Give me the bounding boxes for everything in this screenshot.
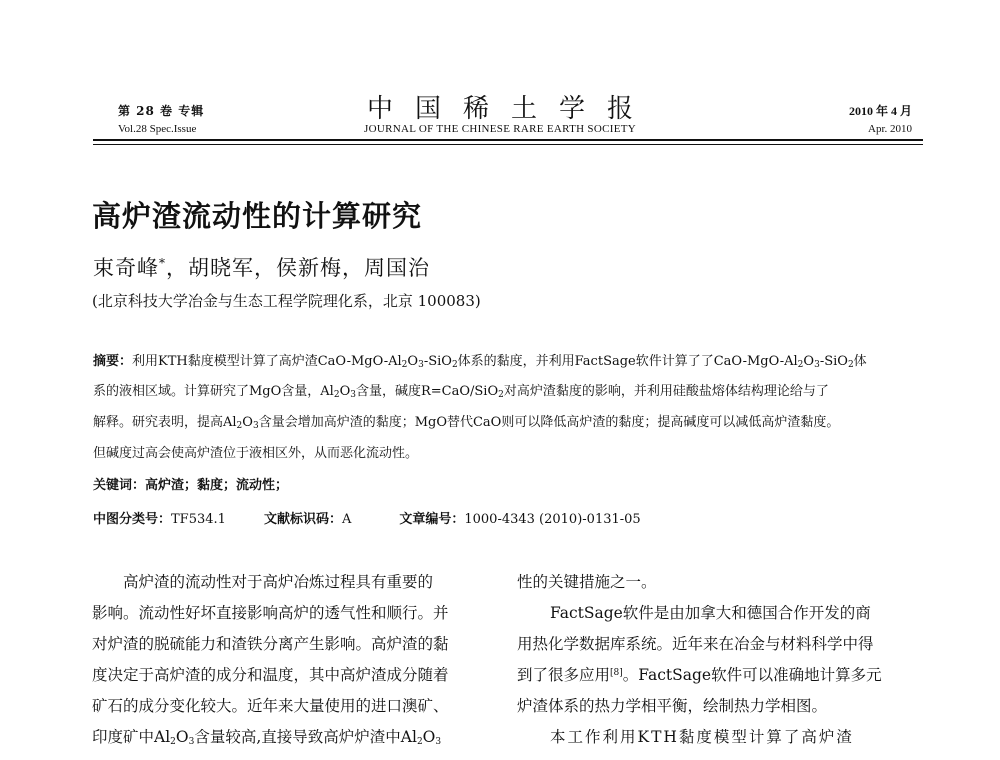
body-text: 印度矿中Al bbox=[92, 728, 171, 746]
article-number-value: 1000-4343 (2010)-0131-05 bbox=[464, 512, 641, 527]
doc-code-label: 文献标识码： bbox=[263, 512, 342, 527]
body-text: 到了很多应用 bbox=[517, 666, 611, 684]
abstract-text: 系的液相区域。计算研究了MgO含量，Al bbox=[93, 384, 334, 399]
abstract-text: O bbox=[407, 354, 419, 369]
abstract-text: 解释。研究表明，提高Al bbox=[93, 415, 237, 430]
subscript: 3 bbox=[252, 421, 259, 431]
subscript: 3 bbox=[350, 390, 356, 400]
body-left-line-1: 高炉渣的流动性对于高炉冶炼过程具有重要的 bbox=[123, 573, 434, 591]
affiliation: (北京科技大学冶金与生态工程学院理化系，北京 100083) bbox=[92, 292, 481, 310]
subscript: 2 bbox=[416, 737, 423, 747]
abstract-text: O bbox=[339, 384, 351, 399]
volume-issue-en: Vol.28 Spec.Issue bbox=[118, 123, 197, 135]
clc-label: 中图分类号： bbox=[93, 512, 172, 527]
doc-code-value: A bbox=[341, 512, 352, 527]
journal-title-en: JOURNAL OF THE CHINESE RARE EARTH SOCIETY bbox=[364, 123, 636, 135]
author-list bbox=[93, 252, 430, 282]
body-text: O bbox=[422, 728, 436, 746]
issue-date-cn: 2010 年 4 月 bbox=[848, 104, 912, 118]
subscript: 2 bbox=[797, 360, 804, 370]
abstract-text: 含量，碱度R=CaO/SiO bbox=[355, 384, 499, 399]
body-right-line-1: 性的关键措施之一。 bbox=[517, 573, 657, 591]
classification-line bbox=[93, 511, 913, 528]
volume-issue-cn: 第 28 卷 专辑 bbox=[118, 104, 205, 118]
journal-title-cn: 中国稀土学报 bbox=[366, 94, 655, 124]
body-left-line-2: 影响。流动性好坏直接影响高炉的透气性和顺行。并 bbox=[92, 604, 449, 622]
subscript: 3 bbox=[188, 737, 195, 747]
abstract-text: -SiO bbox=[423, 354, 452, 369]
subscript: 3 bbox=[435, 737, 442, 747]
subscript: 2 bbox=[170, 737, 176, 747]
abstract-line-4: 但碱度过高会使高炉渣位于液相区外，从而恶化流动性。 bbox=[93, 446, 419, 461]
abstract-line-3 bbox=[93, 414, 913, 435]
abstract-line-1 bbox=[93, 353, 913, 374]
subscript: 2 bbox=[333, 390, 340, 400]
subscript: 2 bbox=[847, 360, 854, 370]
article-title: 高炉渣流动性的计算研究 bbox=[92, 199, 423, 233]
body-right-line-6: 本工作利用KTH黏度模型计算了高炉渣 bbox=[550, 728, 854, 746]
abstract-text: 体系的黏度，并利用FactSage软件计算了了CaO-MgO-Al bbox=[457, 354, 798, 369]
body-right-line-3: 用热化学数据库系统。近年来在冶金与材料科学中得 bbox=[517, 635, 874, 653]
header-rule-thin bbox=[93, 144, 923, 145]
corresponding-mark: * bbox=[159, 256, 166, 270]
author-rest: ，胡晓军，侯新梅，周国治 bbox=[166, 256, 430, 280]
citation-ref: [8] bbox=[610, 668, 623, 678]
body-right-line-5: 炉渣体系的热力学相平衡，绘制热力学相图。 bbox=[517, 697, 828, 715]
abstract-text: O bbox=[803, 354, 815, 369]
subscript: 3 bbox=[418, 360, 424, 370]
abstract-text: 对高炉渣黏度的影响，并利用硅酸盐熔体结构理论给与了 bbox=[503, 384, 829, 399]
body-left-line-5: 矿石的成分变化较大。近年来大量使用的进口澳矿、 bbox=[92, 697, 449, 715]
body-left-line-3: 对炉渣的脱硫能力和渣铁分离产生影响。高炉渣的黏 bbox=[92, 635, 449, 653]
clc-value: TF534.1 bbox=[171, 512, 226, 527]
header-rule-thick bbox=[93, 139, 923, 141]
body-text: 。FactSage软件可以准确地计算多元 bbox=[622, 666, 882, 684]
issue-date-en: Apr. 2010 bbox=[868, 123, 912, 135]
body-left-line-6 bbox=[92, 725, 494, 747]
body-right-line-2: FactSage软件是由加拿大和德国合作开发的商 bbox=[550, 604, 871, 622]
subscript: 2 bbox=[236, 421, 243, 431]
abstract-text: O bbox=[242, 415, 253, 430]
subscript: 2 bbox=[451, 360, 458, 370]
abstract-label: 摘要： bbox=[93, 354, 133, 369]
abstract-text: -SiO bbox=[819, 354, 848, 369]
author-first: 束奇峰 bbox=[93, 256, 159, 280]
body-right-line-4 bbox=[517, 663, 917, 685]
body-text: 含量较高,直接导致高炉炉渣中Al bbox=[194, 728, 417, 746]
body-left-line-4: 度决定于高炉渣的成分和温度，其中高炉渣成分随着 bbox=[92, 666, 449, 684]
keywords-label: 关键词： bbox=[93, 478, 146, 493]
abstract-text: 利用KTH黏度模型计算了高炉渣CaO-MgO-Al bbox=[132, 354, 402, 369]
subscript: 2 bbox=[498, 390, 504, 400]
subscript: 3 bbox=[814, 360, 820, 370]
body-text: O bbox=[175, 728, 189, 746]
subscript: 2 bbox=[401, 360, 408, 370]
abstract-text: 体 bbox=[853, 354, 867, 369]
keywords-line bbox=[93, 477, 913, 494]
abstract-line-2 bbox=[93, 383, 913, 404]
keywords: 高炉渣；黏度；流动性； bbox=[145, 478, 289, 493]
article-number-label: 文章编号： bbox=[399, 512, 465, 527]
abstract-text: 含量会增加高炉渣的黏度；MgO替代CaO则可以降低高炉渣的黏度；提高碱度可以减低高炉渣黏度。 bbox=[258, 415, 840, 430]
